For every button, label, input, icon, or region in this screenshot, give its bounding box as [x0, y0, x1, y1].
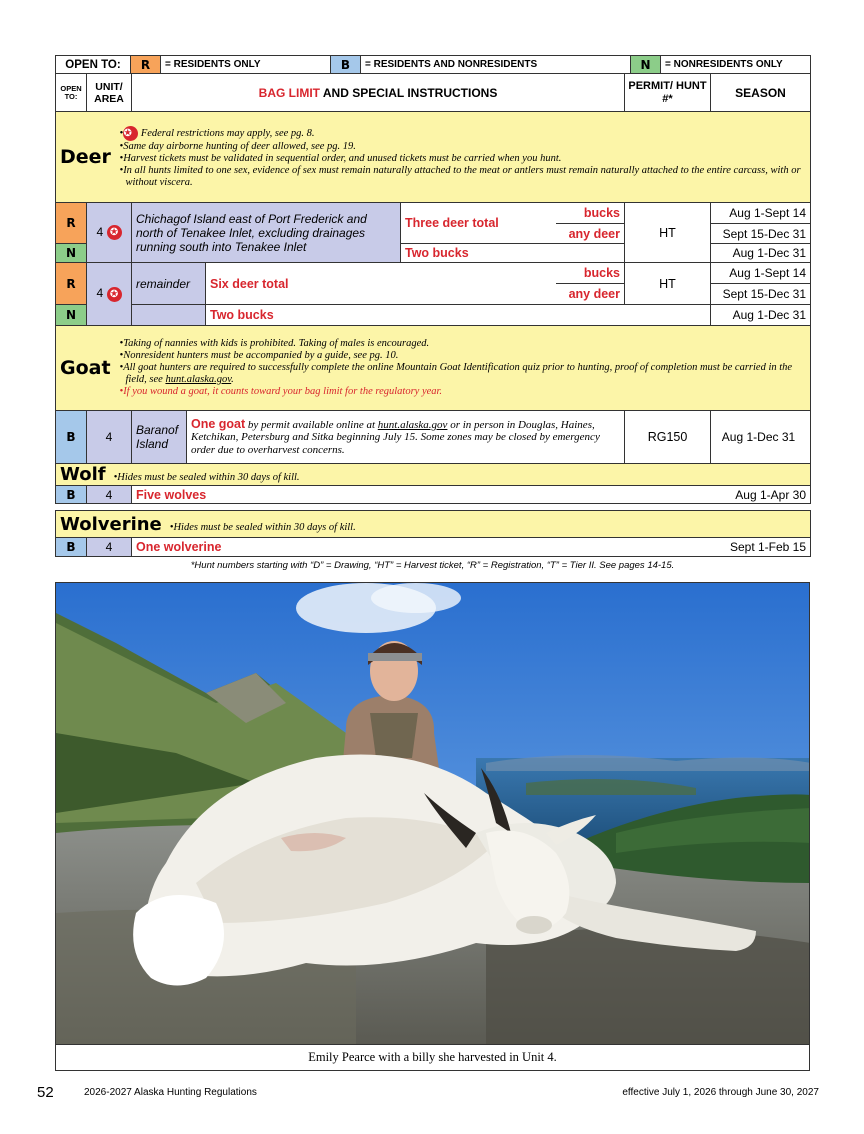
deer-hunt-2-nonresident-badge: N — [56, 305, 87, 326]
wolverine-hunt-bag: One wolverine — [132, 538, 711, 557]
deer-hunt-1-area: Chichagof Island east of Port Frederick and north of Tenakee Inlet, excluding drainages running south into Tenakee Inlet — [132, 203, 401, 263]
goat-hunt-bag-bold: One goat — [191, 416, 246, 431]
header-bag-limit — [132, 74, 625, 112]
goat-hunt-area: Baranof Island — [132, 411, 187, 464]
photo-caption: Emily Pearce with a billy she harvested in Unit 4. — [55, 1045, 810, 1071]
wolf-hunt-unit: 4 — [87, 486, 132, 504]
goat-hunt — [55, 410, 811, 464]
goat-title: Goat — [56, 326, 118, 411]
deer-hunt-1-bag-nonres: Two bucks — [401, 244, 625, 263]
header-season: SEASON — [711, 74, 811, 112]
goat-hunt-badge: B — [56, 411, 87, 464]
deer-hunt-2-permit: HT — [625, 263, 711, 305]
legend-b-badge: B — [331, 56, 361, 74]
wolf-title: Wolf — [60, 464, 106, 485]
deer-hunt-2-season-2: Sept 15-Dec 31 — [711, 284, 811, 305]
hunt-alaska-link[interactable]: hunt.alaska.gov — [165, 374, 232, 385]
photo-illustration — [56, 583, 810, 1045]
wolverine-hunt-unit: 4 — [87, 538, 132, 557]
wolf-header — [56, 464, 811, 486]
federal-restriction-icon: ✪ — [107, 287, 122, 302]
goat-hunt-bag: One goat by permit available online at hunt.alaska.gov or in person in Douglas, Haines, Ketchikan, Petersburg and Sitka beginning July 15. Some zones may be closed by emergency order due to overharvest concerns. — [187, 411, 625, 464]
goat-note-4: •If you wound a goat, it counts toward your bag limit for the regulatory year. — [119, 386, 443, 397]
deer-title: Deer — [56, 112, 118, 203]
deer-hunt-1-season-3: Aug 1-Dec 31 — [711, 244, 811, 263]
deer-hunt-2 — [55, 262, 811, 326]
deer-hunt-1 — [55, 202, 811, 263]
deer-hunt-2-sub-any: any deer — [556, 284, 625, 305]
wolf-hunt-season: Aug 1-Apr 30 — [711, 486, 811, 504]
goat-note-3: •All goat hunters are required to successfully complete the online Mountain Goat Identification quiz prior to hunting, proof of completion must be carried in the field, see hunt.alaska.gov. — [119, 362, 793, 385]
legend-open-to: OPEN TO: — [56, 56, 131, 74]
effective-dates: effective July 1, 2026 through June 30, 2027 — [622, 1087, 819, 1098]
deer-hunt-1-sub-bucks: bucks — [556, 203, 625, 224]
goat-hunt-unit: 4 — [87, 411, 132, 464]
deer-hunt-2-unit: 4 ✪ — [87, 263, 132, 326]
deer-notes — [118, 112, 811, 203]
deer-hunt-1-sub-any: any deer — [556, 224, 625, 244]
wolverine-header — [56, 511, 811, 538]
legend-table — [55, 55, 811, 74]
wolverine-note: •Hides must be sealed within 30 days of kill. — [169, 521, 356, 533]
goat-hunt-permit: RG150 — [625, 411, 711, 464]
legend-n-desc: = NONRESIDENTS ONLY — [661, 56, 811, 74]
deer-hunt-2-resident-badge: R — [56, 263, 87, 305]
header-open-to: OPEN TO: — [56, 74, 87, 112]
deer-hunt-2-area-blank — [132, 305, 206, 326]
deer-note-1: •✪ Federal restrictions may apply, see pg. 8. — [119, 127, 315, 139]
deer-hunt-1-resident-badge: R — [56, 203, 87, 244]
deer-hunt-2-season-3: Aug 1-Dec 31 — [711, 305, 811, 326]
federal-restriction-icon: ✪ — [107, 225, 122, 240]
goat-hunt-season: Aug 1-Dec 31 — [711, 411, 811, 464]
goat-notes-section — [55, 325, 811, 411]
header-bag-limit-rest: AND SPECIAL INSTRUCTIONS — [319, 85, 498, 100]
wolverine-hunt-season: Sept 1-Feb 15 — [711, 538, 811, 557]
column-header — [55, 73, 811, 112]
deer-hunt-1-nonresident-badge: N — [56, 244, 87, 263]
hunter-goat-photo — [55, 582, 810, 1045]
goat-notes — [118, 326, 811, 411]
deer-hunt-2-season-1: Aug 1-Sept 14 — [711, 263, 811, 284]
wolf-note: •Hides must be sealed within 30 days of kill. — [113, 472, 300, 483]
deer-hunt-1-season-1: Aug 1-Sept 14 — [711, 203, 811, 224]
deer-note-4: •In all hunts limited to one sex, evidence of sex must remain naturally attached to the meat or antlers must remain naturally attached to the entire carcass, with or without viscera. — [119, 164, 801, 188]
wolverine-hunt-badge: B — [56, 538, 87, 557]
deer-hunt-2-area: remainder — [132, 263, 206, 305]
wolverine-section — [55, 510, 811, 557]
deer-hunt-1-permit: HT — [625, 203, 711, 263]
hunt-number-footnote: *Hunt numbers starting with “D” = Drawing, “HT” = Harvest ticket, “R” = Registration, “T” = Tier II. See pages 14-15. — [190, 560, 675, 571]
deer-notes-section — [55, 111, 811, 203]
header-bag-limit-red: BAG LIMIT — [258, 85, 320, 100]
page-number: 52 — [37, 1084, 54, 1101]
deer-hunt-2-bag-res: Six deer total — [206, 263, 556, 305]
header-unit-area: UNIT/ AREA — [87, 74, 132, 112]
deer-hunt-2-sub-bucks: bucks — [556, 263, 625, 284]
header-permit: PERMIT/ HUNT #* — [625, 74, 711, 112]
legend-b-desc: = RESIDENTS AND NONRESIDENTS — [361, 56, 631, 74]
wolverine-title: Wolverine — [60, 513, 162, 535]
goat-note-1: •Taking of nannies with kids is prohibited. Taking of males is encouraged. — [119, 338, 430, 349]
publication-title: 2026-2027 Alaska Hunting Regulations — [84, 1087, 257, 1098]
legend-r-badge: R — [131, 56, 161, 74]
deer-hunt-2-bag-nonres: Two bucks — [206, 305, 711, 326]
wolf-section — [55, 463, 811, 504]
deer-note-2: •Same day airborne hunting of deer allowed, see pg. 19. — [119, 140, 356, 152]
legend-n-badge: N — [631, 56, 661, 74]
legend-r-desc: = RESIDENTS ONLY — [161, 56, 331, 74]
hunt-alaska-link-2[interactable]: hunt.alaska.gov — [377, 418, 448, 431]
deer-hunt-1-season-2: Sept 15-Dec 31 — [711, 224, 811, 244]
federal-restriction-icon: ✪ — [123, 126, 138, 141]
goat-note-2: •Nonresident hunters must be accompanied by a guide, see pg. 10. — [119, 350, 399, 361]
wolf-hunt-bag: Five wolves — [132, 486, 711, 504]
wolf-hunt-badge: B — [56, 486, 87, 504]
deer-hunt-1-bag-res: Three deer total — [401, 203, 556, 244]
deer-hunt-1-unit: 4 ✪ — [87, 203, 132, 263]
deer-note-3: •Harvest tickets must be validated in sequential order, and unused tickets must be carried when you hunt. — [119, 152, 562, 164]
